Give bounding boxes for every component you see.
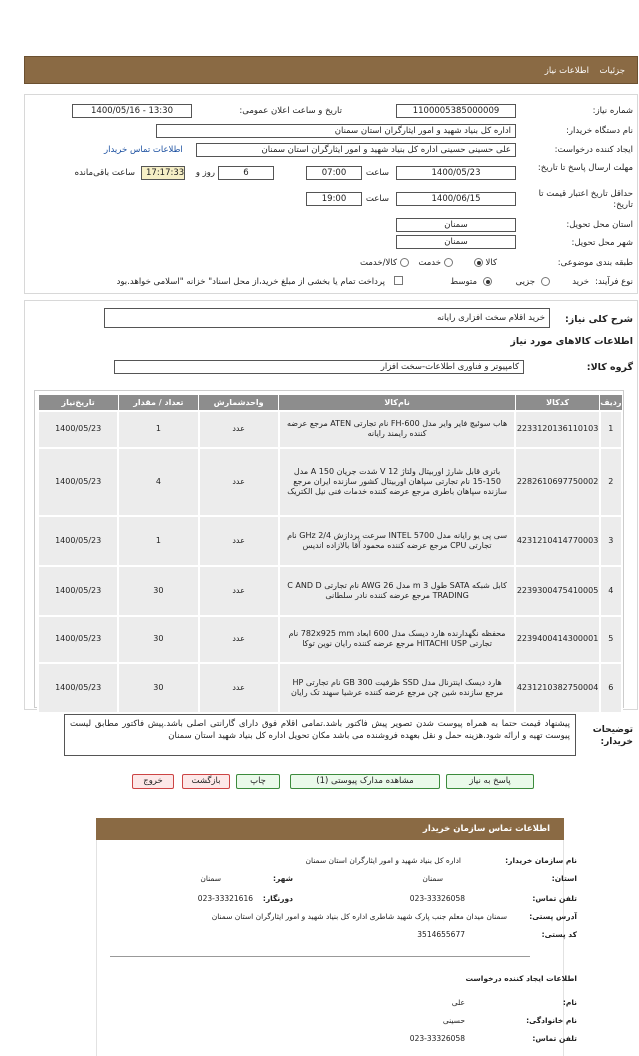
deadline-time-field: 07:00 [306,166,362,180]
summary-field: خرید اقلام سخت افزاری رایانه [104,308,550,328]
contact-phone-label: تلفن تماس: [532,894,577,903]
contact-city-value: سمنان [200,874,221,883]
goods-unit: عدد [199,616,279,663]
goods-code: 2282610697750002 [515,448,599,516]
goods-unit: عدد [199,516,279,566]
goods-code: 2239400414300001 [515,616,599,663]
table-row[interactable] [38,616,622,663]
goods-code: 4231210382750004 [515,663,599,713]
contact-postal-value: 3514655677 [417,930,465,939]
contact-province-label: استان: [551,874,577,883]
province-field: سمنان [396,218,516,232]
goods-group-field: کامپیوتر و فناوری اطلاعات-سخت افزار [114,360,524,374]
validity-label: حداقل تاریخ اعتبار قیمت تا تاریخ: [538,189,633,210]
goods-qty: 1 [118,516,198,566]
remaining-label: ساعت باقی‌مانده [74,168,135,178]
row-number: 3 [600,516,622,566]
buyer-label: نام دستگاه خریدار: [566,126,633,136]
process-medium-radio[interactable] [483,277,492,286]
goods-code: 4231210414770003 [515,516,599,566]
creator-last-name-value: حسینی [442,1016,465,1025]
table-row[interactable] [38,448,622,516]
deadline-label: مهلت ارسال پاسخ تا تاریخ: [537,163,633,173]
category-goods-label: کالا [485,258,497,268]
creator-phone-value: 023-33326058 [409,1034,465,1043]
contact-postal-label: کد پستی: [541,930,577,939]
creator-first-name-value: علی [451,998,465,1007]
creator-info-title: اطلاعات ایجاد کننده درخواست [465,974,577,983]
need-date: 1400/05/23 [38,516,118,566]
category-label: طبقه بندی موضوعی: [557,258,633,268]
category-goods-service-radio[interactable] [400,258,409,267]
need-number-field: 1100005385000009 [396,104,516,118]
row-number: 5 [600,616,622,663]
contact-city-label: شهر: [273,874,293,883]
buyer-notes-label: توضیحات خریدار: [592,725,633,747]
row-number: 1 [600,411,622,448]
validity-date-field: 1400/06/15 [396,192,516,206]
col-code: کدکالا [515,395,599,411]
col-name: نام‌کالا [279,395,516,411]
summary-label: شرح کلی نیاز: [564,314,633,325]
back-button[interactable]: بازگشت [182,774,230,789]
remaining-time-field: 17:17:33 [141,166,185,180]
print-button[interactable]: چاپ [236,774,280,789]
validity-time-label: ساعت [365,194,389,204]
goods-qty: 30 [118,616,198,663]
contact-address-label: آدرس پستی: [529,912,577,921]
buyer-name-value: اداره کل بنیاد شهید و امور ایثارگران استان سمنان [305,856,461,865]
creator-label: ایجاد کننده درخواست: [554,145,633,155]
need-info-label: اطلاعات نیاز [544,66,589,76]
need-date: 1400/05/23 [38,448,118,516]
col-date: تاریخ‌نیاز [38,395,118,411]
payment-treasury-checkbox[interactable] [394,276,403,285]
table-row[interactable] [38,566,622,616]
reply-button[interactable]: پاسخ به نیاز [446,774,534,789]
col-qty: تعداد / مقدار [118,395,198,411]
contact-header [96,818,564,840]
goods-table [37,394,623,714]
process-buy-label: خرید [572,277,589,287]
goods-name: سی پی یو رایانه مدل 5700 INTEL سرعت پردازش 2/4 GHz نام تجارتی CPU مرجع عرضه کننده محمود آقا بالازاده انديس [279,516,516,566]
announce-date-field: 1400/05/16 - 13:30 [72,104,192,118]
buyer-notes-field: پیشنهاد قیمت حتما به همراه پیوست شدن تصویر پیش فاکتور باشد.تمامی اقلام فوق دارای گارانتی اصلی باشد.پیش فاکتور مطابق لیست پیوست تهیه و ارائه شود.هزینه حمل و نقل بعهده فروشنده می باشد مکان تحویل اداره کل بنیاد شهید استان سمنان [64,714,576,756]
goods-name: هاب سوئیچ فایر وایر مدل FH-600 نام تجارتی ATEN مرجع عرضه کننده رایمند رایانه [279,411,516,448]
province-label: استان محل تحویل: [566,220,633,230]
buyer-contact-link[interactable]: اطلاعات تماس خریدار [104,145,183,155]
creator-phone-label: تلفن تماس: [532,1034,577,1043]
announce-label: تاریخ و ساعت اعلان عمومی: [239,106,342,116]
deadline-date-field: 1400/05/23 [396,166,516,180]
contact-province-value: سمنان [422,874,443,883]
contact-address-value: سمنان میدان معلم جنب پارک شهید شاطری اداره کل بنیاد شهید و امور ایثارگران استان سمنان [211,912,507,921]
contact-title: اطلاعات تماس سازمان خریدار [422,824,550,834]
goods-group-label: گروه کالا: [586,362,633,373]
contact-fax-label: دورنگار: [262,894,293,903]
category-goods-service-label: کالا/خدمت [360,258,397,268]
goods-qty: 30 [118,566,198,616]
need-date: 1400/05/23 [38,663,118,713]
creator-first-name-label: نام: [562,998,577,1007]
table-row[interactable] [38,663,622,713]
deadline-time-label: ساعت [365,168,389,178]
row-number: 4 [600,566,622,616]
col-unit: واحدشمارش [199,395,279,411]
creator-field: علی حسینی حسینی اداره کل بنیاد شهید و امور ایثارگران استان سمنان [196,143,516,157]
contact-fax-value: 023-33321616 [197,894,253,903]
days-label: روز و [195,168,215,178]
category-goods-radio[interactable] [474,258,483,267]
process-medium-label: متوسط [450,277,477,287]
details-label: جزئیات [599,66,625,76]
process-label: نوع فرآیند: [595,277,633,287]
payment-note: پرداخت تمام یا بخشی از مبلغ خرید،از محل اسناد" خزانه "اسلامی خواهد.بود [116,277,385,287]
city-field: سمنان [396,235,516,249]
process-partial-label: جزیی [515,277,535,287]
contact-body [96,840,564,1056]
exit-button[interactable]: خروج [132,774,174,789]
buyer-field: اداره کل بنیاد شهید و امور ایثارگران استان سمنان [156,124,516,138]
need-date: 1400/05/23 [38,616,118,663]
goods-name: هارد دیسک اینترنال مدل SSD ظرفیت GB 300 نام تجارتی HP مرجع سازنده شین چن مرجع عرضه کننده عرشیا سهند تک رایان [279,663,516,713]
need-date: 1400/05/23 [38,411,118,448]
goods-qty: 30 [118,663,198,713]
table-row[interactable] [38,516,622,566]
goods-unit: عدد [199,411,279,448]
category-service-radio[interactable] [444,258,453,267]
category-service-label: خدمت [418,258,441,268]
goods-unit: عدد [199,663,279,713]
goods-info-title: اطلاعات کالاهای مورد نیاز [510,336,633,347]
attachments-button[interactable]: مشاهده مدارک پیوستی (1) [290,774,440,789]
col-row: ردیف [600,395,622,411]
goods-name: محفظه نگهدارنده هارد دیسک مدل 600 ابعاد 782x925 mm نام تجارتی HITACHI USP مرجع عرضه کننده رایان نوین توکا [279,616,516,663]
process-partial-radio[interactable] [541,277,550,286]
contact-divider [110,956,530,957]
creator-last-name-label: نام خانوادگی: [526,1016,577,1025]
table-row[interactable] [38,411,622,448]
need-details-header [24,56,638,84]
goods-qty: 1 [118,411,198,448]
goods-unit: عدد [199,448,279,516]
goods-code: 2233120136110103 [515,411,599,448]
goods-qty: 4 [118,448,198,516]
validity-time-field: 19:00 [306,192,362,206]
need-number-label: شماره نیاز: [592,106,633,116]
city-label: شهر محل تحویل: [571,238,633,248]
buyer-name-label: نام سازمان خریدار: [505,856,577,865]
goods-code: 2239300475410005 [515,566,599,616]
goods-name: باتری قابل شارژ اوربیتال ولتاژ 12 V شدت جریان 150 A مدل 150-15 نام تجارتی سپاهان اوربیتال کشور سازنده ایران مرجع سازنده سپاهان باطری مرجع عرضه کننده خدمات فنی نیل الکتریک [279,448,516,516]
goods-unit: عدد [199,566,279,616]
row-number: 6 [600,663,622,713]
row-number: 2 [600,448,622,516]
contact-phone-value: 023-33326058 [409,894,465,903]
need-date: 1400/05/23 [38,566,118,616]
goods-name: کابل شبکه SATA طول 3 m مدل 26 AWG نام تجارتی C AND D TRADING مرجع عرضه کننده نادر سلطانی [279,566,516,616]
days-field: 6 [218,166,274,180]
table-header-row [38,395,622,411]
